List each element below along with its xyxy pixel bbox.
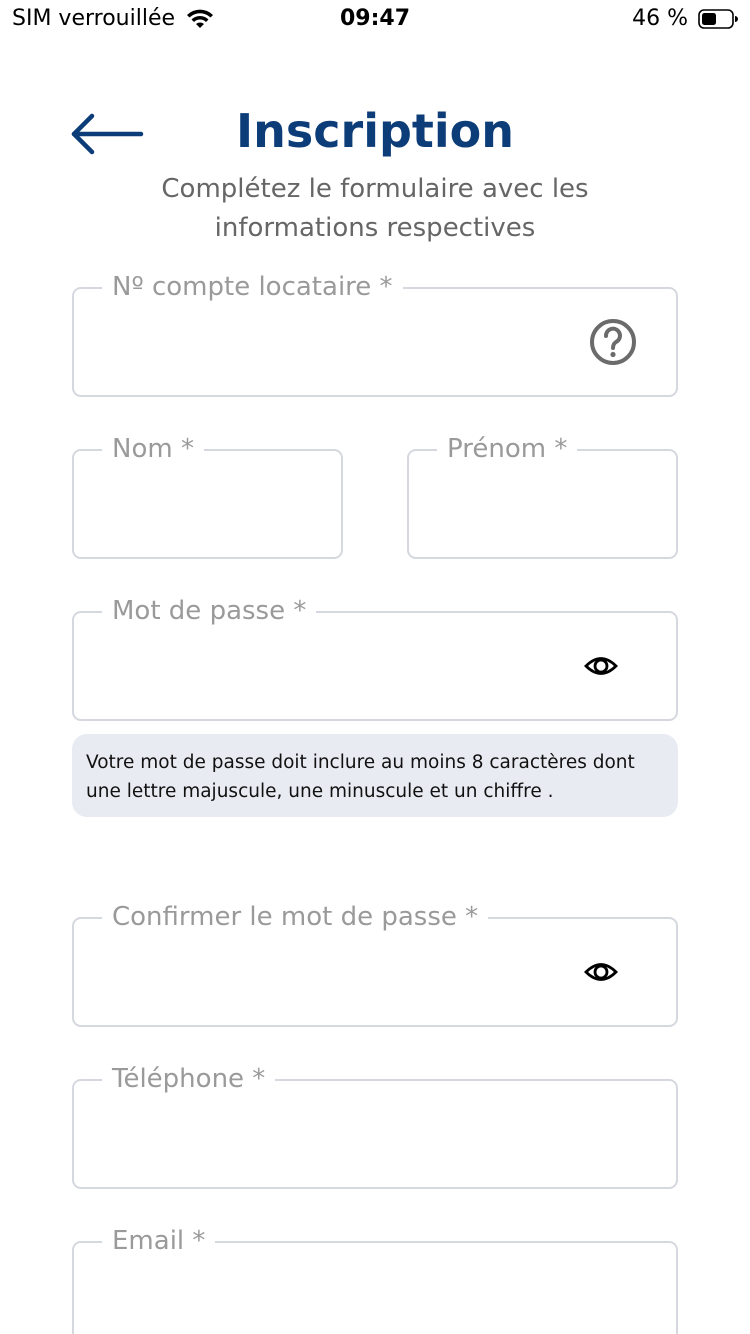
- account-number-field[interactable]: [72, 272, 678, 397]
- first-name-input[interactable]: [429, 481, 656, 537]
- phone-label: Téléphone *: [102, 1063, 275, 1095]
- eye-icon[interactable]: [584, 960, 618, 984]
- confirm-password-label: Confirmer le mot de passe *: [102, 901, 488, 933]
- last-name-input[interactable]: [94, 481, 321, 537]
- confirm-password-input[interactable]: [94, 949, 586, 1005]
- battery-percent: 46 %: [632, 6, 688, 31]
- page-title: Inscription: [236, 104, 514, 158]
- question-circle-icon[interactable]: [588, 317, 638, 367]
- account-number-label: Nº compte locataire *: [102, 271, 403, 303]
- eye-icon[interactable]: [584, 654, 618, 678]
- status-bar: [0, 0, 750, 40]
- status-time: 09:47: [339, 6, 411, 31]
- battery-icon: [698, 9, 738, 29]
- email-label: Email *: [102, 1225, 215, 1257]
- last-name-label: Nom *: [102, 433, 204, 465]
- last-name-field[interactable]: [72, 434, 343, 559]
- phone-field[interactable]: [72, 1064, 678, 1189]
- password-field[interactable]: [72, 596, 678, 721]
- carrier-text: SIM verrouillée: [12, 6, 176, 31]
- first-name-field[interactable]: [407, 434, 678, 559]
- account-number-input[interactable]: [94, 319, 586, 375]
- password-label: Mot de passe *: [102, 595, 316, 627]
- password-hint: Votre mot de passe doit inclure au moins 8 caractères dont une lettre majuscule, une minuscule et un chiffre .: [72, 734, 678, 817]
- phone-input[interactable]: [94, 1111, 586, 1167]
- email-input[interactable]: [94, 1273, 586, 1314]
- password-input[interactable]: [94, 643, 586, 699]
- email-field[interactable]: [72, 1226, 678, 1334]
- confirm-password-field[interactable]: [72, 902, 678, 1027]
- status-right: [632, 6, 738, 31]
- page-subtitle: Complétez le formulaire avec les informations respectives: [161, 174, 589, 243]
- first-name-label: Prénom *: [437, 433, 577, 465]
